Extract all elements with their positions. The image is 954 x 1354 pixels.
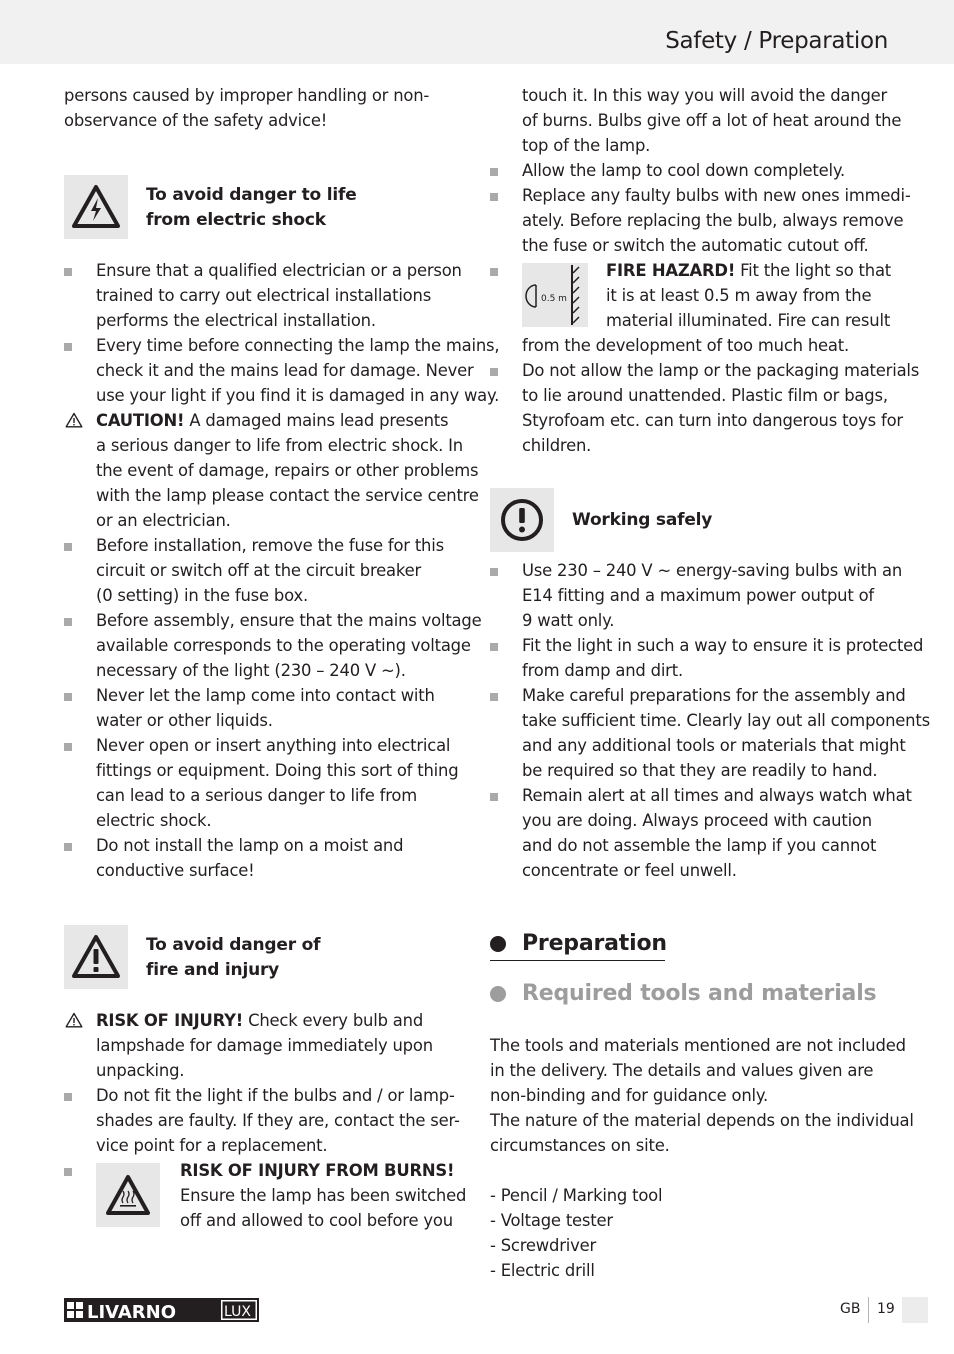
box-heading: To avoid danger of bbox=[146, 935, 321, 955]
list-item-line: concentrate or feel unwell. bbox=[522, 861, 737, 880]
list-item-line: you are doing. Always proceed with caution bbox=[522, 811, 872, 830]
burns-line: Ensure the lamp has been switched bbox=[180, 1186, 467, 1205]
list-item-line: can lead to a serious danger to life from bbox=[96, 786, 418, 805]
distance-label: 0.5 m bbox=[541, 294, 567, 304]
intro-line: persons caused by improper handling or non- bbox=[64, 86, 430, 105]
list-item-line: ately. Before replacing the bulb, always remove bbox=[522, 211, 904, 230]
list-item-line: check it and the mains lead for damage. Never bbox=[96, 361, 474, 380]
language-code: GB bbox=[840, 1301, 861, 1317]
list-item-line: Never let the lamp come into contact with bbox=[96, 686, 435, 705]
paragraph-line: The nature of the material depends on the individual bbox=[490, 1111, 914, 1130]
list-item-line: electric shock. bbox=[96, 811, 212, 830]
list-bullet bbox=[64, 268, 72, 276]
livarno-lux-logo bbox=[64, 1298, 259, 1322]
list-bullet bbox=[490, 268, 498, 276]
logo-suffix: LUX bbox=[224, 1304, 251, 1320]
section-bullet-icon bbox=[490, 936, 506, 952]
fire-text: Fit the light so that bbox=[735, 261, 892, 280]
list-item-line: vice point for a replacement. bbox=[96, 1136, 328, 1155]
caution-line: or an electrician. bbox=[96, 511, 231, 530]
list-item-line: top of the lamp. bbox=[522, 136, 651, 155]
list-item-line: children. bbox=[522, 436, 592, 455]
list-item-line: take sufficient time. Clearly lay out all components bbox=[522, 711, 930, 730]
burns-label: RISK OF INJURY FROM BURNS! bbox=[180, 1161, 455, 1180]
injury-line: unpacking. bbox=[96, 1061, 185, 1080]
fire-line: it is at least 0.5 m away from the bbox=[606, 286, 872, 305]
caution-icon bbox=[65, 412, 83, 428]
fire-label: FIRE HAZARD! bbox=[606, 261, 736, 280]
burns-line: off and allowed to cool before you bbox=[180, 1211, 453, 1230]
list-item-line: available corresponds to the operating voltage bbox=[96, 636, 471, 655]
list-item-line: conductive surface! bbox=[96, 861, 255, 880]
tool-item: - Pencil / Marking tool bbox=[490, 1186, 663, 1205]
list-bullet bbox=[490, 643, 498, 651]
tool-item: - Electric drill bbox=[490, 1261, 595, 1280]
tool-item: - Voltage tester bbox=[490, 1211, 613, 1230]
list-item-line: performs the electrical installation. bbox=[96, 311, 376, 330]
logo-brand: LIVARNO bbox=[87, 1302, 177, 1322]
list-bullet bbox=[64, 693, 72, 701]
list-item-line: Before installation, remove the fuse for this bbox=[96, 536, 444, 555]
list-item-line: Allow the lamp to cool down completely. bbox=[522, 161, 846, 180]
list-bullet bbox=[490, 693, 498, 701]
footer-marker bbox=[902, 1297, 928, 1323]
tool-item: - Screwdriver bbox=[490, 1236, 597, 1255]
section-heading-tools: Required tools and materials bbox=[522, 981, 877, 1006]
list-bullet bbox=[490, 568, 498, 576]
list-item-line: and do not assemble the lamp if you cannot bbox=[522, 836, 877, 855]
list-item-line: Never open or insert anything into electrical bbox=[96, 736, 451, 755]
list-item-line: Remain alert at all times and always watch what bbox=[522, 786, 912, 805]
list-bullet bbox=[64, 543, 72, 551]
list-item-line: Replace any faulty bulbs with new ones immedi- bbox=[522, 186, 911, 205]
working-safely-box bbox=[490, 488, 554, 552]
list-bullet bbox=[64, 743, 72, 751]
exclamation-circle-icon bbox=[490, 488, 554, 552]
paragraph-line: in the delivery. The details and values given are bbox=[490, 1061, 874, 1080]
list-item-line: Do not allow the lamp or the packaging materials bbox=[522, 361, 920, 380]
caution-line: the event of damage, repairs or other problems bbox=[96, 461, 479, 480]
injury-line: lampshade for damage immediately upon bbox=[96, 1036, 433, 1055]
list-item-line: and any additional tools or materials that might bbox=[522, 736, 906, 755]
list-item-line: use your light if you find it is damaged in any way. bbox=[96, 386, 500, 405]
list-item-line: Use 230 – 240 V ~ energy-saving bulbs with an bbox=[522, 561, 903, 580]
list-bullet bbox=[64, 1168, 72, 1176]
caution-icon bbox=[65, 1012, 83, 1028]
caution-label: CAUTION! bbox=[96, 411, 185, 430]
list-item-line: fittings or equipment. Doing this sort of thing bbox=[96, 761, 459, 780]
box-heading: Working safely bbox=[572, 510, 713, 530]
paragraph-line: non-binding and for guidance only. bbox=[490, 1086, 769, 1105]
fire-distance-box bbox=[522, 263, 588, 327]
list-item-line: Before assembly, ensure that the mains voltage bbox=[96, 611, 482, 630]
injury-label: RISK OF INJURY! bbox=[96, 1011, 244, 1030]
list-item-line: Ensure that a qualified electrician or a person bbox=[96, 261, 462, 280]
injury-line bbox=[96, 1008, 423, 1033]
list-item-line: to lie around unattended. Plastic film or bags, bbox=[522, 386, 888, 405]
list-bullet bbox=[64, 843, 72, 851]
list-item-line: 9 watt only. bbox=[522, 611, 615, 630]
list-bullet bbox=[490, 168, 498, 176]
intro-line: observance of the safety advice! bbox=[64, 111, 328, 130]
list-item-line: Do not fit the light if the bulbs and / or lamp- bbox=[96, 1086, 455, 1105]
list-item-line: be required so that they are readily to hand. bbox=[522, 761, 878, 780]
list-item-line: necessary of the light (230 – 240 V ~). bbox=[96, 661, 406, 680]
hot-surface-icon bbox=[96, 1163, 160, 1227]
fire-line: from the development of too much heat. bbox=[522, 336, 850, 355]
list-item-line: circuit or switch off at the circuit breaker bbox=[96, 561, 421, 580]
list-bullet bbox=[490, 793, 498, 801]
list-bullet bbox=[64, 343, 72, 351]
paragraph-line: circumstances on site. bbox=[490, 1136, 670, 1155]
list-item-line: Make careful preparations for the assembly and bbox=[522, 686, 906, 705]
page-header bbox=[0, 0, 954, 64]
list-bullet bbox=[64, 618, 72, 626]
section-bullet-icon bbox=[490, 986, 506, 1002]
footer-divider bbox=[868, 1297, 869, 1323]
list-bullet bbox=[490, 193, 498, 201]
fire-line bbox=[606, 258, 891, 283]
paragraph-line: The tools and materials mentioned are not included bbox=[490, 1036, 906, 1055]
section-heading-preparation: Preparation bbox=[522, 931, 667, 956]
list-item-line: shades are faulty. If they are, contact the ser- bbox=[96, 1111, 460, 1130]
list-item-line: water or other liquids. bbox=[96, 711, 273, 730]
list-item-line: of burns. Bulbs give off a lot of heat around the bbox=[522, 111, 902, 130]
list-bullet bbox=[64, 1093, 72, 1101]
caution-text: A damaged mains lead presents bbox=[184, 411, 449, 430]
list-item-line: E14 fitting and a maximum power output of bbox=[522, 586, 874, 605]
list-item-line: (0 setting) in the fuse box. bbox=[96, 586, 308, 605]
caution-line bbox=[96, 408, 448, 433]
electric-shock-warning-icon bbox=[64, 175, 128, 239]
list-item-line: from damp and dirt. bbox=[522, 661, 683, 680]
list-item-line: touch it. In this way you will avoid the danger bbox=[522, 86, 888, 105]
fire-injury-warning-box bbox=[64, 925, 128, 989]
electric-shock-warning-box bbox=[64, 175, 128, 239]
page-title: Safety / Preparation bbox=[665, 28, 888, 54]
hot-surface-warning-box bbox=[96, 1163, 160, 1227]
list-item-line: Styrofoam etc. can turn into dangerous toys for bbox=[522, 411, 903, 430]
general-warning-icon bbox=[64, 925, 128, 989]
list-item-line: Fit the light in such a way to ensure it is protected bbox=[522, 636, 924, 655]
list-item-line: the fuse or switch the automatic cutout off. bbox=[522, 236, 869, 255]
list-bullet bbox=[490, 368, 498, 376]
page-number: 19 bbox=[877, 1301, 895, 1317]
box-heading: To avoid danger to life bbox=[146, 185, 357, 205]
fire-line: material illuminated. Fire can result bbox=[606, 311, 891, 330]
list-item-line: Do not install the lamp on a moist and bbox=[96, 836, 404, 855]
caution-line: a serious danger to life from electric shock. In bbox=[96, 436, 463, 455]
minimum-distance-icon bbox=[522, 263, 588, 327]
box-heading: from electric shock bbox=[146, 210, 326, 230]
section-underline bbox=[490, 960, 665, 961]
list-item-line: trained to carry out electrical installations bbox=[96, 286, 432, 305]
caution-line: with the lamp please contact the service centre bbox=[96, 486, 479, 505]
box-heading: fire and injury bbox=[146, 960, 280, 980]
injury-text: Check every bulb and bbox=[243, 1011, 424, 1030]
list-item-line: Every time before connecting the lamp the mains, bbox=[96, 336, 500, 355]
